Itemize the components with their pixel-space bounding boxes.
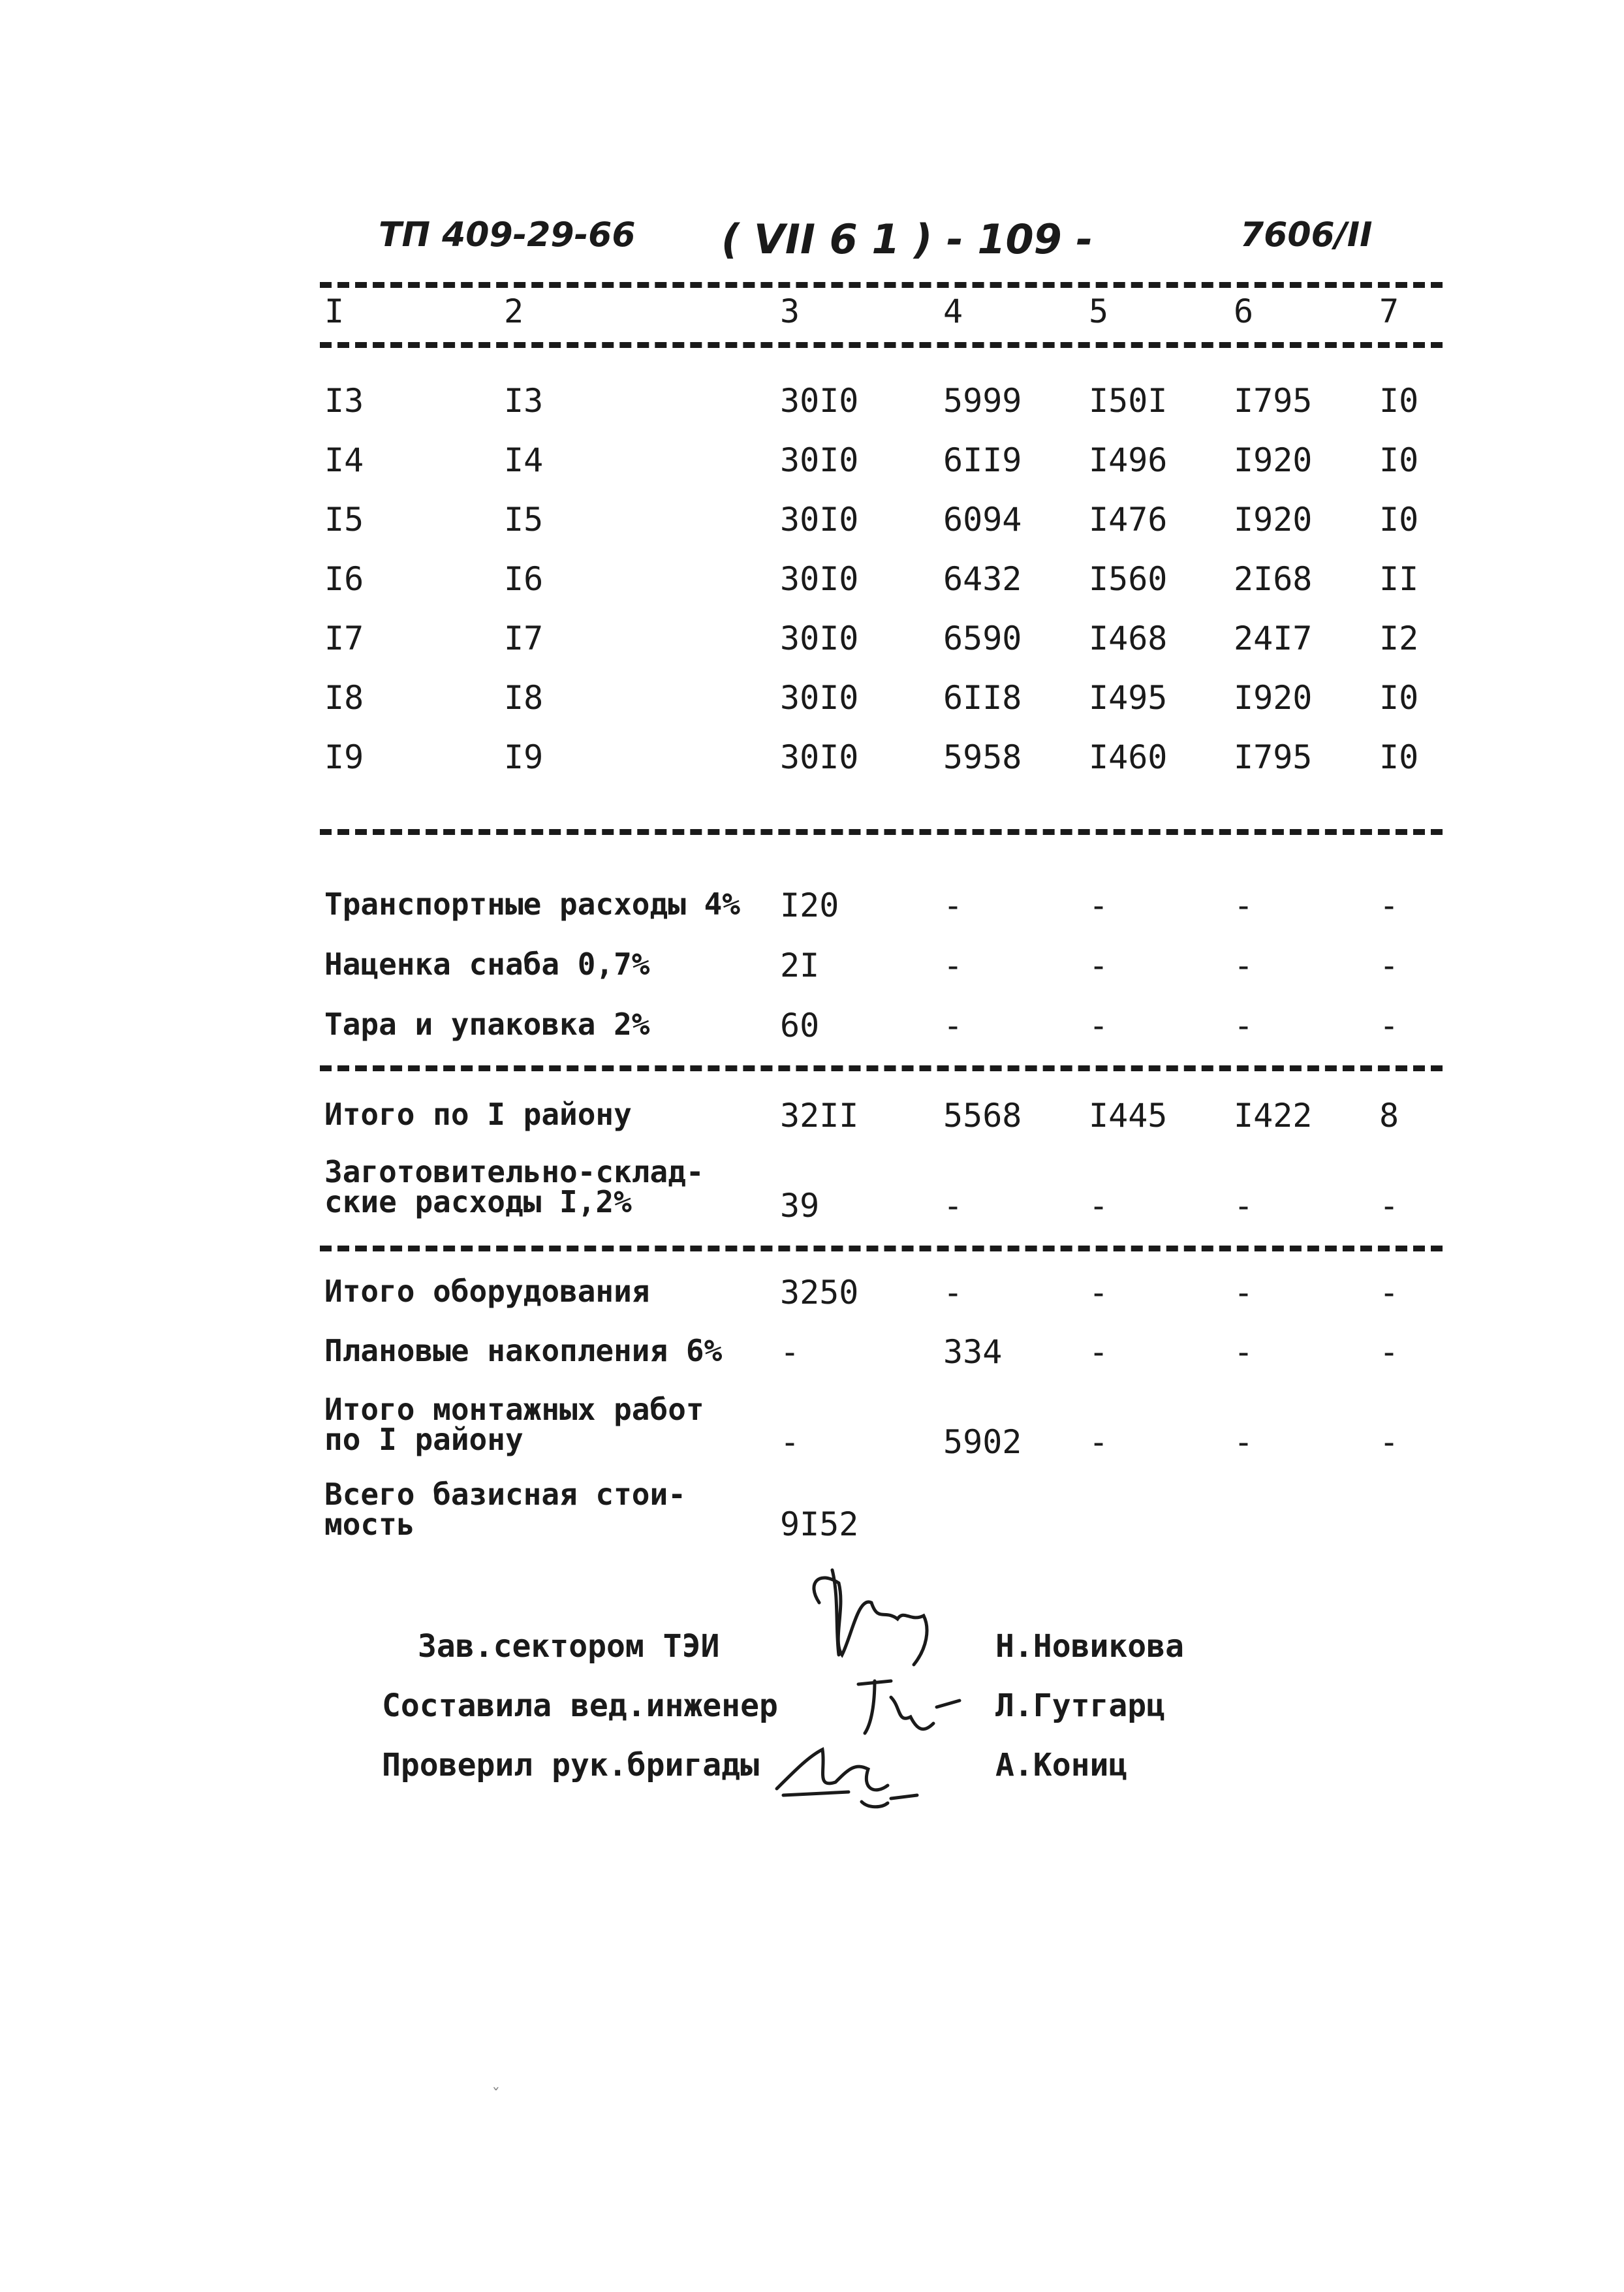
table-cell: 30I0: [780, 560, 859, 598]
table-cell: I495: [1089, 679, 1168, 717]
summary-label: Итого оборудования: [324, 1274, 650, 1309]
document-code: ТП 409-29-66: [379, 215, 636, 255]
table-cell: I9: [324, 738, 364, 776]
table-cell: 6II9: [943, 441, 1022, 479]
table-cell: I2: [1379, 620, 1419, 657]
column-header: 3: [780, 292, 800, 330]
table-cell: I3: [504, 382, 544, 420]
table-cell: I468: [1089, 620, 1168, 657]
table-cell: 6590: [943, 620, 1022, 657]
table-cell: I460: [1089, 738, 1168, 776]
table-cell: 5958: [943, 738, 1022, 776]
table-cell: I0: [1379, 441, 1419, 479]
table-cell: I560: [1089, 560, 1168, 598]
summary-cell: -: [1089, 1007, 1109, 1044]
summary-cell: -: [1089, 887, 1109, 924]
table-cell: 30I0: [780, 620, 859, 657]
summary-cell: -: [1379, 1423, 1399, 1461]
divider-subtotal: [320, 1065, 1443, 1071]
table-cell: I6: [324, 560, 364, 598]
divider-body: [320, 829, 1443, 835]
summary-cell: -: [1089, 1423, 1109, 1461]
summary-cell: 2I: [780, 947, 820, 984]
table-cell: I920: [1234, 501, 1313, 539]
summary-cell: 3250: [780, 1274, 859, 1311]
summary-label: Плановые накопления 6%: [324, 1333, 723, 1368]
table-cell: 5999: [943, 382, 1022, 420]
summary-cell: -: [943, 887, 963, 924]
table-cell: 30I0: [780, 679, 859, 717]
summary-cell: -: [1379, 1333, 1399, 1371]
summary-cell: -: [943, 1274, 963, 1311]
summary-label: Наценка снаба 0,7%: [324, 947, 650, 982]
table-cell: 6432: [943, 560, 1022, 598]
summary-cell: I422: [1234, 1097, 1313, 1135]
table-cell: II: [1379, 560, 1419, 598]
divider-header: [320, 342, 1443, 348]
summary-label: Тара и упаковка 2%: [324, 1007, 650, 1042]
summary-cell: -: [1234, 1333, 1254, 1371]
table-cell: I7: [504, 620, 544, 657]
table-cell: I50I: [1089, 382, 1168, 420]
signer-name: А.Кониц: [995, 1747, 1128, 1783]
table-cell: I8: [324, 679, 364, 717]
summary-cell: -: [1379, 887, 1399, 924]
table-cell: 30I0: [780, 382, 859, 420]
signature-scribble: [770, 1730, 920, 1815]
signer-title: Зав.сектором ТЭИ: [418, 1628, 720, 1665]
summary-cell: -: [1089, 1187, 1109, 1225]
column-header: 6: [1234, 292, 1254, 330]
summary-cell: -: [943, 1007, 963, 1044]
divider-equipment: [320, 1246, 1443, 1251]
table-cell: I8: [504, 679, 544, 717]
table-cell: I476: [1089, 501, 1168, 539]
summary-cell: -: [1234, 947, 1254, 984]
table-cell: I795: [1234, 738, 1313, 776]
summary-cell: I20: [780, 887, 839, 924]
table-cell: I0: [1379, 679, 1419, 717]
summary-label: Транспортные расходы 4%: [324, 887, 740, 922]
table-cell: 24I7: [1234, 620, 1313, 657]
table-cell: I795: [1234, 382, 1313, 420]
summary-cell: -: [1379, 947, 1399, 984]
column-header: 2: [504, 292, 524, 330]
summary-cell: 5902: [943, 1423, 1022, 1461]
scan-speck: ˇ: [491, 2086, 501, 2105]
table-cell: I9: [504, 738, 544, 776]
table-cell: 30I0: [780, 501, 859, 539]
column-header: 4: [943, 292, 963, 330]
column-header: 5: [1089, 292, 1109, 330]
summary-cell: -: [943, 947, 963, 984]
summary-cell: 32II: [780, 1097, 859, 1135]
summary-label: Итого по I району: [324, 1097, 632, 1132]
sheet-number: 7606/II: [1240, 215, 1373, 255]
summary-cell: -: [1379, 1187, 1399, 1225]
section-number: ( VII 6 1 ) - 109 -: [721, 215, 1093, 263]
divider-top: [320, 282, 1443, 288]
table-cell: I6: [504, 560, 544, 598]
summary-cell: 8: [1379, 1097, 1399, 1135]
summary-cell: 334: [943, 1333, 1003, 1371]
summary-cell: -: [1234, 1423, 1254, 1461]
signer-title: Проверил рук.бригады: [382, 1747, 759, 1783]
summary-cell: I445: [1089, 1097, 1168, 1135]
summary-cell: -: [1089, 1333, 1109, 1371]
summary-label: Итого монтажных работ по I району: [324, 1392, 704, 1457]
summary-cell: 9I52: [780, 1505, 859, 1543]
table-cell: I5: [324, 501, 364, 539]
table-cell: I4: [504, 441, 544, 479]
signer-name: Л.Гутгарц: [995, 1688, 1166, 1724]
table-cell: 6II8: [943, 679, 1022, 717]
summary-cell: -: [1089, 947, 1109, 984]
signature-scribble: [793, 1557, 950, 1674]
summary-cell: -: [1234, 1187, 1254, 1225]
summary-cell: -: [1089, 1274, 1109, 1311]
table-cell: 30I0: [780, 738, 859, 776]
column-header: I: [324, 292, 345, 330]
table-cell: I3: [324, 382, 364, 420]
table-cell: I7: [324, 620, 364, 657]
summary-cell: 39: [780, 1187, 820, 1225]
summary-label: Всего базисная стои- мость: [324, 1477, 686, 1542]
signer-name: Н.Новикова: [995, 1628, 1184, 1665]
column-header: 7: [1379, 292, 1399, 330]
summary-cell: 60: [780, 1007, 820, 1044]
summary-cell: -: [1379, 1007, 1399, 1044]
summary-cell: -: [780, 1333, 800, 1371]
summary-cell: -: [1234, 1007, 1254, 1044]
summary-cell: -: [780, 1423, 800, 1461]
table-cell: I0: [1379, 382, 1419, 420]
summary-cell: -: [1379, 1274, 1399, 1311]
table-cell: I0: [1379, 501, 1419, 539]
table-cell: I920: [1234, 441, 1313, 479]
summary-label: Заготовительно-склад- ские расходы I,2%: [324, 1154, 704, 1219]
summary-cell: -: [943, 1187, 963, 1225]
table-cell: I0: [1379, 738, 1419, 776]
signer-title: Составила вед.инженер: [382, 1688, 778, 1724]
table-cell: 2I68: [1234, 560, 1313, 598]
summary-cell: 5568: [943, 1097, 1022, 1135]
table-cell: I920: [1234, 679, 1313, 717]
table-cell: 30I0: [780, 441, 859, 479]
summary-cell: -: [1234, 1274, 1254, 1311]
table-cell: I4: [324, 441, 364, 479]
table-cell: I496: [1089, 441, 1168, 479]
table-cell: 6094: [943, 501, 1022, 539]
table-cell: I5: [504, 501, 544, 539]
summary-cell: -: [1234, 887, 1254, 924]
